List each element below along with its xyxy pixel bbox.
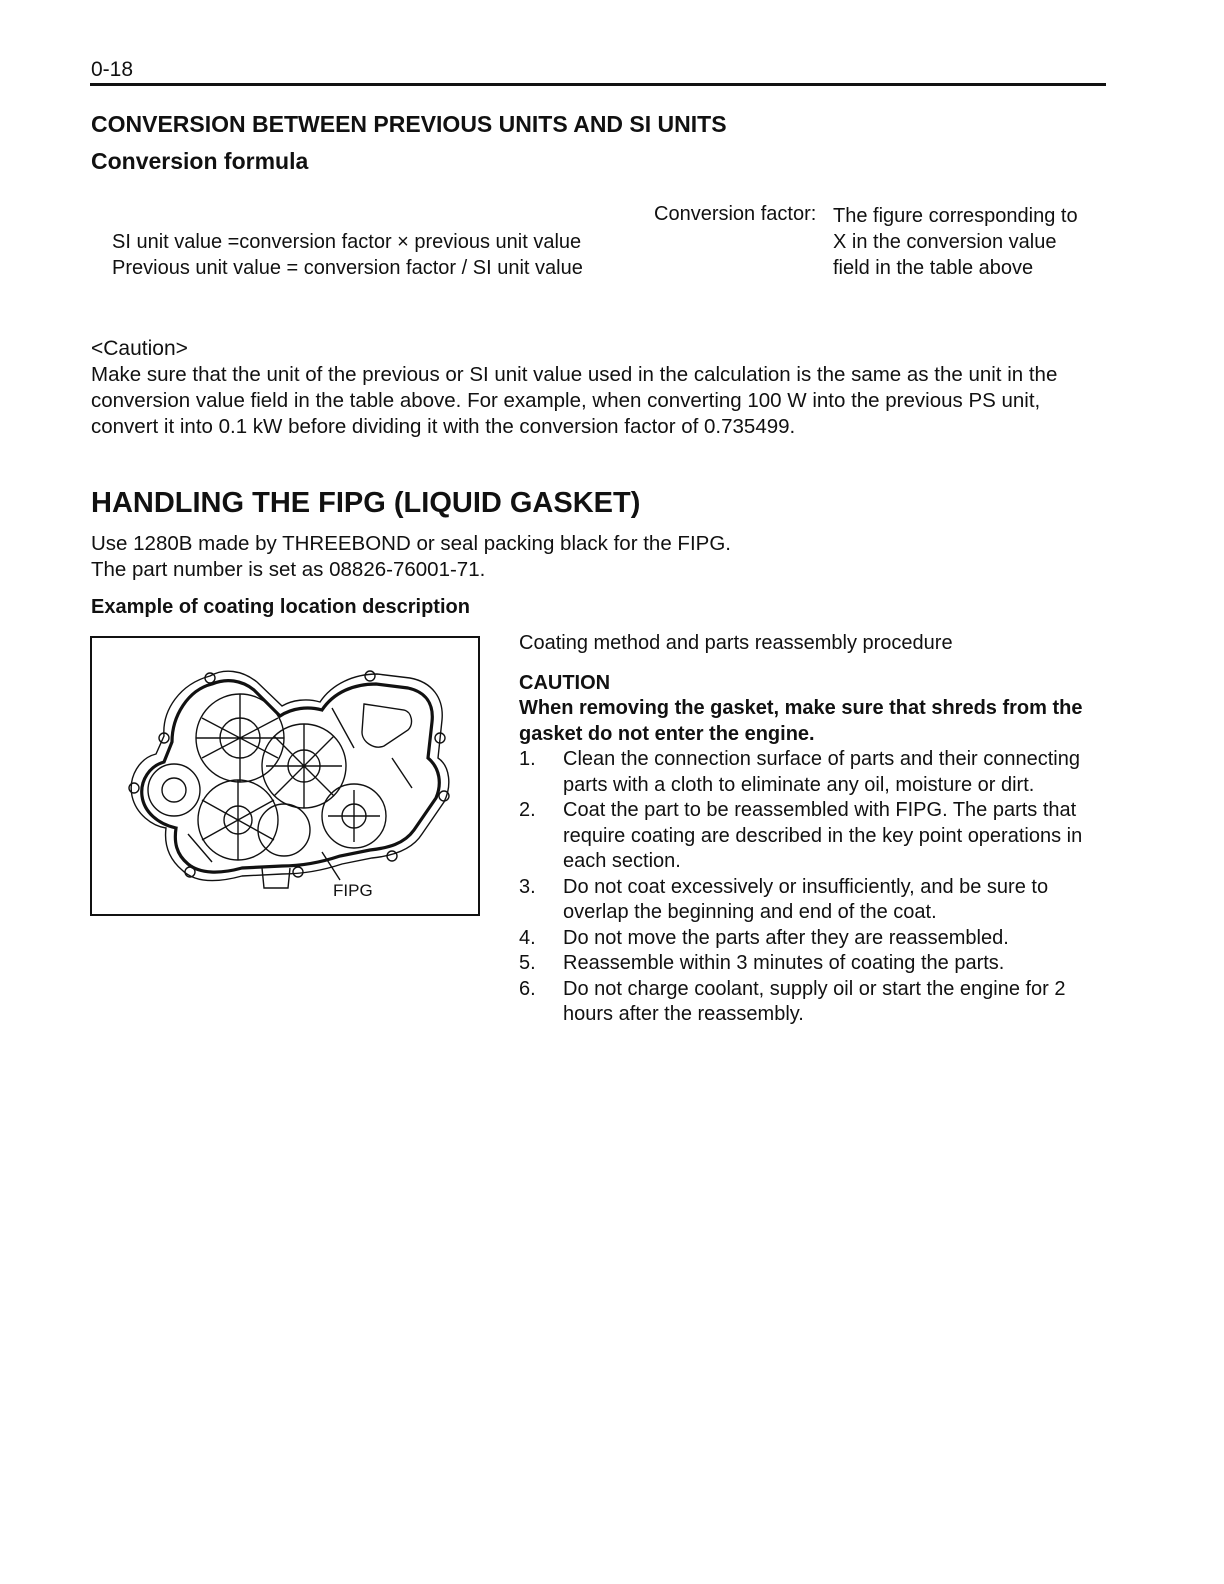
fipg-intro-line-1: Use 1280B made by THREEBOND or seal packing black for the FIPG. (91, 532, 731, 555)
step-text: Do not coat excessively or insufficiently, and be sure to overlap the beginning and end of the coat. (563, 875, 1049, 923)
step-text: Clean the connection surface of parts and their connecting parts with a cloth to eliminate any oil, moisture or dirt. (563, 748, 1080, 796)
step-number: 2. (519, 799, 536, 821)
list-item (519, 798, 1109, 875)
conversion-factor-label: Conversion factor: (654, 203, 817, 225)
step-text: Reassemble within 3 minutes of coating the parts. (563, 952, 1005, 974)
caution-text: Make sure that the unit of the previous or SI unit value used in the calculation is the same as the unit in the conversion value field in the table above. For example, when converting 100 W into the previous PS unit, convert it into 0.1 kW before dividing it with the conversion factor of 0.735499. (91, 363, 1058, 438)
example-title: Example of coating location description (91, 596, 470, 618)
list-item (519, 951, 1109, 977)
section-title-fipg: HANDLING THE FIPG (LIQUID GASKET) (91, 487, 641, 519)
conversion-factor-description: The figure corresponding to X in the conversion value field in the table above (833, 205, 1078, 279)
step-text: Coat the part to be reassembled with FIPG. The parts that require coating are described in the key point operations in each section. (563, 799, 1083, 872)
procedure-steps (519, 747, 1109, 1028)
gasket-figure (90, 636, 480, 916)
formula-previous: Previous unit value = conversion factor / SI unit value (112, 257, 583, 279)
step-number: 1. (519, 748, 536, 770)
list-item (519, 747, 1109, 798)
caution-heading: CAUTION (519, 671, 611, 694)
step-number: 3. (519, 875, 536, 898)
fipg-intro (91, 531, 731, 583)
step-text: Do not charge coolant, supply oil or start the engine for 2 hours after the reassembly. (563, 977, 1066, 1025)
procedure-column (519, 631, 1109, 1028)
fipg-intro-line-2: The part number is set as 08826-76001-71. (91, 558, 486, 581)
list-item (519, 875, 1109, 926)
step-text: Do not move the parts after they are reassembled. (563, 926, 1009, 949)
formula-block (112, 229, 583, 281)
step-number: 4. (519, 926, 536, 949)
formula-si: SI unit value =conversion factor × previous unit value (112, 231, 582, 253)
timing-cover-illustration (92, 638, 478, 914)
step-number: 5. (519, 952, 536, 974)
figure-label-fipg: FIPG (333, 881, 373, 900)
section-title-conversion: CONVERSION BETWEEN PREVIOUS UNITS AND SI UNITS (91, 111, 727, 137)
list-item (519, 977, 1109, 1028)
header-rule (90, 83, 1106, 86)
step-number: 6. (519, 977, 536, 1000)
list-item (519, 926, 1109, 952)
caution-warning: When removing the gasket, make sure that shreds from the gasket do not enter the engine. (519, 697, 1083, 745)
method-title: Coating method and parts reassembly procedure (519, 632, 953, 654)
subsection-title-formula: Conversion formula (91, 148, 309, 174)
page-number: 0-18 (91, 58, 134, 81)
caution-title: <Caution> (91, 337, 188, 360)
